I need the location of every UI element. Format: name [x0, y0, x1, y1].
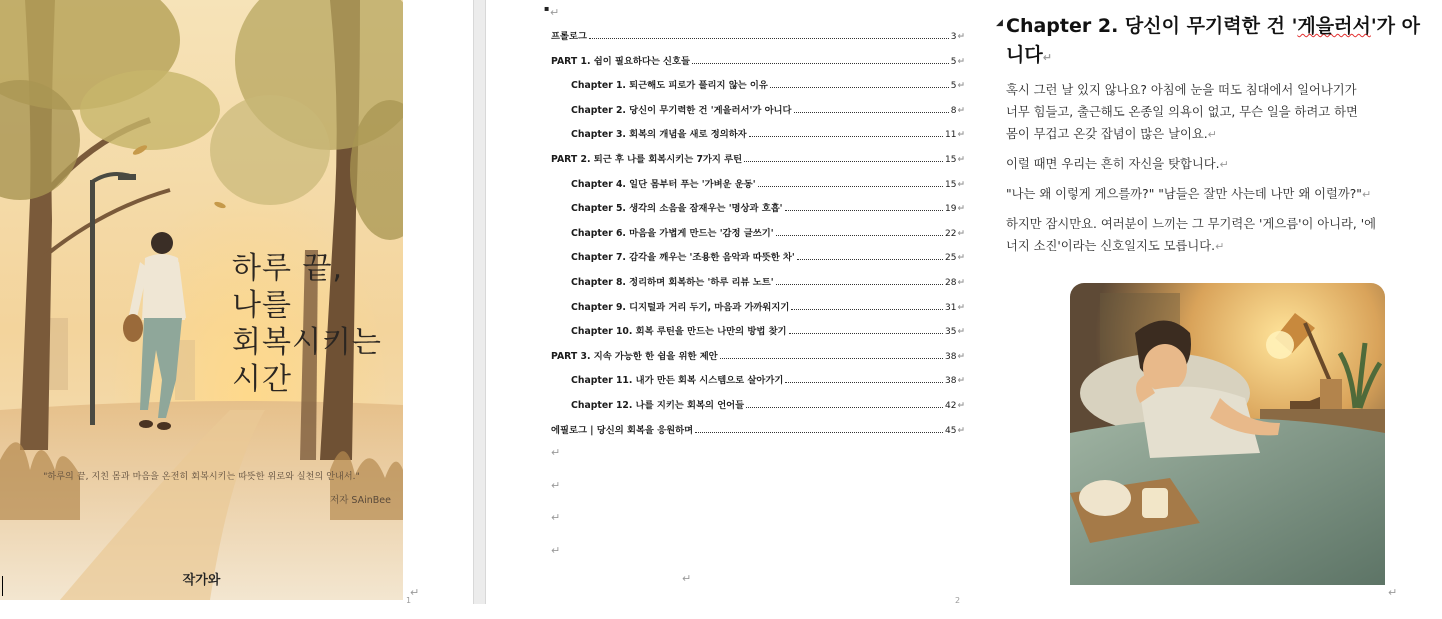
toc-leader — [746, 407, 943, 408]
cover-quote: "하루의 끝, 지친 몸과 마음을 온전히 회복시키는 따뜻한 위로와 실천의 안내서." — [43, 472, 360, 482]
chapter-page — [1006, 12, 1442, 258]
body-line: 하지만 잠시만요. 여러분이 느끼는 그 무기력은 '게으름'이 아니라, '에 — [1006, 217, 1376, 231]
body-paragraph — [1006, 213, 1442, 258]
cover-author: 저자 SAinBee — [330, 495, 391, 506]
toc-entry-page: 22 — [945, 228, 957, 239]
paragraph-mark: ↵ — [551, 543, 561, 557]
paragraph-mark: ↵ — [957, 228, 965, 239]
toc-entry-page: 28 — [945, 277, 957, 288]
heading-collapse-icon[interactable]: ◢ — [996, 18, 1003, 28]
toc-leader — [770, 87, 949, 88]
toc-entry-page: 15 — [945, 179, 957, 190]
toc-entry[interactable] — [551, 323, 965, 348]
toc-entry[interactable] — [551, 348, 965, 373]
paragraph-mark: ↵ — [1042, 51, 1052, 64]
body-line: 너지 소진'이라는 신호일지도 모릅니다. — [1006, 239, 1216, 253]
toc-entry-title: Chapter 12. 나를 지키는 회복의 언어들 — [571, 399, 745, 411]
paragraph-mark: ↵ — [957, 351, 965, 362]
toc-entry-title: PART 2. 퇴근 후 나를 회복시키는 7가지 루틴 — [551, 153, 743, 165]
chapter-heading-text: Chapter 2. 당신이 무기력한 건 ' — [1006, 15, 1298, 37]
paragraph-mark: ↵ — [957, 130, 965, 141]
toc-entry-title: Chapter 8. 정리하며 회복하는 '하루 리뷰 노트' — [571, 276, 774, 288]
toc-entry-page: 45 — [945, 425, 957, 436]
toc-entry-title: Chapter 1. 퇴근해도 피로가 풀리지 않는 이유 — [571, 80, 768, 92]
paragraph-mark: ↵ — [682, 572, 692, 585]
tired-man-in-bed-illustration — [1070, 283, 1385, 585]
toc-leader — [776, 235, 943, 236]
paragraph-mark: ↵ — [957, 376, 965, 387]
table-of-contents — [551, 28, 965, 446]
paragraph-mark: ↵ — [957, 327, 965, 338]
chapter-heading-text: 니다 — [1006, 44, 1043, 66]
cover-title — [232, 250, 402, 398]
toc-entry-page: 25 — [945, 253, 957, 264]
toc-entry-title: Chapter 11. 내가 만든 회복 시스템으로 살아가기 — [571, 375, 784, 387]
toc-entry[interactable] — [551, 77, 965, 102]
paragraph-mark: ↵ — [957, 204, 965, 215]
body-paragraph — [1006, 79, 1442, 146]
toc-entry-page: 3 — [950, 32, 957, 42]
toc-entry-title: Chapter 9. 디지털과 거리 두기, 마음과 가까워지기 — [571, 301, 790, 313]
anchor-mark: ▪ — [544, 4, 550, 13]
toc-leader — [589, 38, 949, 39]
toc-leader — [797, 259, 943, 260]
toc-leader — [758, 186, 943, 187]
cover-title-line: 하루 끝, — [232, 251, 344, 286]
body-paragraph — [1006, 153, 1442, 176]
toc-entry-page: 5 — [950, 56, 957, 67]
page-gap-divider — [473, 0, 486, 604]
toc-entry[interactable] — [551, 274, 965, 299]
paragraph-mark: ↵ — [550, 6, 560, 19]
toc-leader — [791, 309, 943, 310]
paragraph-mark: ↵ — [1388, 586, 1398, 599]
empty-paragraphs — [551, 446, 560, 576]
paragraph-mark: ↵ — [957, 302, 965, 313]
toc-entry-title: 프롤로그 — [551, 31, 587, 42]
cover-title-line: 회복시키는 — [232, 325, 382, 360]
toc-entry-title: Chapter 5. 생각의 소음을 잠재우는 '명상과 호흡' — [571, 203, 783, 215]
paragraph-mark: ↵ — [957, 425, 965, 436]
toc-leader — [785, 382, 943, 383]
toc-leader — [695, 432, 943, 433]
toc-entry[interactable] — [551, 225, 965, 250]
toc-entry[interactable] — [551, 151, 965, 176]
toc-entry-page: 42 — [945, 400, 957, 411]
page-number: 2 — [955, 596, 961, 605]
toc-leader — [749, 136, 943, 137]
toc-entry-page: 15 — [945, 154, 957, 165]
toc-leader — [785, 210, 943, 211]
paragraph-mark: ↵ — [410, 586, 420, 599]
paragraph-mark: ↵ — [957, 154, 965, 165]
paragraph-mark: ↵ — [1207, 128, 1217, 141]
paragraph-mark: ↵ — [957, 253, 965, 264]
toc-entry[interactable] — [551, 53, 965, 78]
toc-leader — [744, 161, 943, 162]
paragraph-mark: ↵ — [957, 56, 965, 67]
book-cover-page — [0, 0, 403, 600]
paragraph-mark: ↵ — [957, 400, 965, 411]
toc-entry[interactable] — [551, 299, 965, 324]
paragraph-mark: ↵ — [551, 511, 561, 524]
paragraph-mark: ↵ — [957, 179, 965, 190]
body-line: 이럴 때면 우리는 흔히 자신을 탓합니다. — [1006, 157, 1220, 171]
toc-leader — [692, 63, 949, 64]
page-number: 1 — [406, 596, 412, 605]
toc-entry[interactable] — [551, 372, 965, 397]
toc-entry-title: PART 1. 쉼이 필요하다는 신호들 — [551, 55, 690, 67]
toc-entry-page: 35 — [945, 327, 957, 338]
paragraph-mark: ↵ — [957, 277, 965, 288]
paragraph-mark: ↵ — [1219, 158, 1229, 171]
toc-entry-page: 19 — [945, 204, 957, 215]
body-line: 너무 힘들고, 출근해도 온종일 의욕이 없고, 무슨 일을 하려고 하면 — [1006, 105, 1358, 119]
cover-title-line: 시간 — [232, 362, 292, 397]
paragraph-mark: ↵ — [957, 32, 965, 42]
paragraph-mark: ↵ — [551, 446, 561, 459]
toc-entry-page: 38 — [945, 351, 957, 362]
toc-entry[interactable] — [551, 102, 965, 127]
paragraph-mark: ↵ — [1215, 240, 1225, 253]
toc-entry[interactable] — [551, 28, 965, 53]
toc-entry[interactable] — [551, 422, 965, 447]
toc-entry-title: Chapter 6. 마음을 가볍게 만드는 '감정 글쓰기' — [571, 227, 774, 239]
cover-publisher: 작가와 — [182, 573, 221, 588]
body-line: 몸이 무겁고 온갖 잡념이 많은 날이요. — [1006, 127, 1208, 141]
cover-title-line: 나를 — [232, 288, 292, 323]
body-paragraph — [1006, 183, 1442, 206]
paragraph-mark: ↵ — [551, 478, 561, 492]
toc-entry[interactable] — [551, 200, 965, 225]
paragraph-mark: ↵ — [957, 81, 965, 92]
body-line: "나는 왜 이렇게 게으를까?" "남들은 잘만 사는데 나만 왜 이럴까?" — [1006, 187, 1362, 201]
toc-leader — [720, 358, 943, 359]
toc-entry-title: Chapter 7. 감각을 깨우는 '조용한 음악과 따뜻한 차' — [571, 252, 795, 264]
toc-leader — [794, 112, 949, 113]
toc-entry[interactable] — [551, 397, 965, 422]
text-cursor — [2, 576, 3, 596]
toc-entry-title: Chapter 4. 일단 몸부터 푸는 '가벼운 운동' — [571, 178, 756, 190]
toc-entry-title: Chapter 3. 회복의 개념을 새로 정의하자 — [571, 129, 747, 141]
body-line: 혹시 그런 날 있지 않나요? 아침에 눈을 떠도 침대에서 일어나기가 — [1006, 83, 1357, 97]
toc-entry-title: PART 3. 지속 가능한 한 쉼을 위한 제안 — [551, 350, 718, 362]
toc-entry-page: 8 — [950, 105, 957, 116]
toc-entry-page: 38 — [945, 376, 957, 387]
chapter-heading — [1006, 12, 1442, 72]
toc-entry-page: 31 — [945, 302, 957, 313]
toc-entry-page: 5 — [950, 81, 957, 92]
toc-entry-title: Chapter 10. 회복 루틴을 만드는 나만의 방법 찾기 — [571, 326, 787, 338]
toc-entry-title: Chapter 2. 당신이 무기력한 건 '게을러서'가 아니다 — [571, 104, 792, 116]
toc-entry[interactable] — [551, 249, 965, 274]
paragraph-mark: ↵ — [1361, 188, 1372, 201]
toc-entry[interactable] — [551, 176, 965, 201]
chapter-heading-text: '가 아 — [1370, 15, 1420, 37]
toc-leader — [789, 333, 943, 334]
toc-entry-title: 에필로그 | 당신의 회복을 응원하며 — [551, 424, 694, 436]
toc-entry[interactable] — [551, 126, 965, 151]
spelling-error-word[interactable]: 게을러서 — [1297, 15, 1371, 37]
paragraph-mark: ↵ — [957, 105, 965, 116]
toc-leader — [776, 284, 943, 285]
toc-entry-page: 11 — [945, 130, 957, 141]
